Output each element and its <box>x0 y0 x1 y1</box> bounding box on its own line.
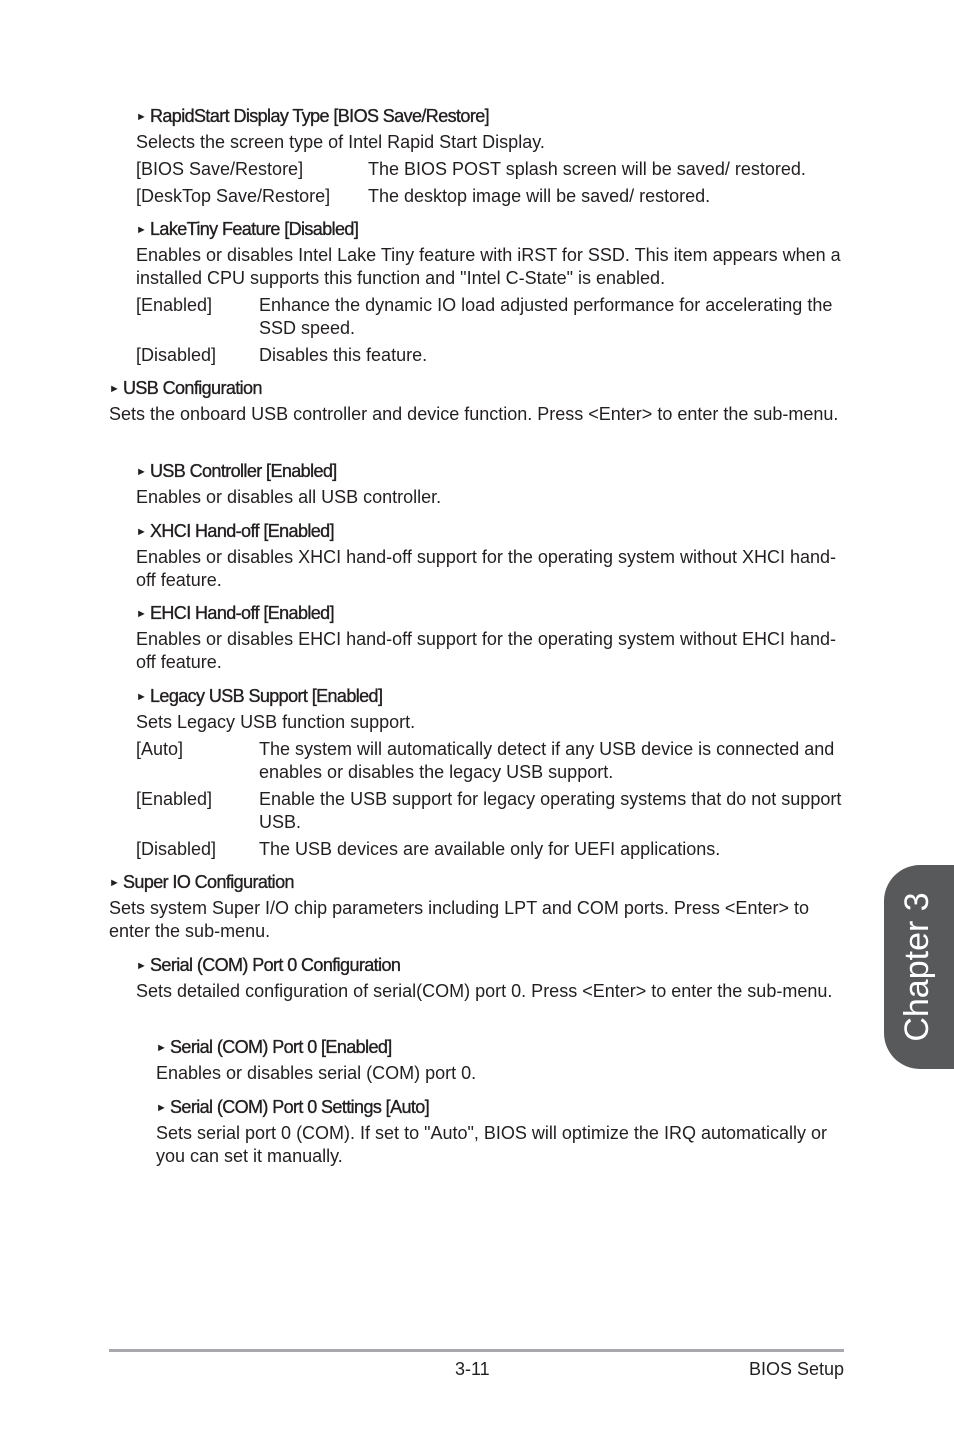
section-heading: ► USB Configuration <box>109 377 844 400</box>
section-description: Sets Legacy USB function support. <box>136 712 416 732</box>
section-xhci-hand-off <box>136 520 844 592</box>
option-row <box>136 738 844 784</box>
section-rapidstart-display-type <box>136 105 844 208</box>
section-description: Enables or disables Intel Lake Tiny feature with iRST for SSD. This item appears when a installed CPU supports this function and "Intel C-State" is enabled. <box>136 245 841 288</box>
triangle-bullet-icon: ► <box>109 877 120 889</box>
section-description: Sets serial port 0 (COM). If set to "Auto", BIOS will optimize the IRQ automatically or you can set it manually. <box>156 1123 828 1166</box>
option-value: Disables this feature. <box>259 345 428 365</box>
section-heading: ► Serial (COM) Port 0 Configuration <box>136 954 844 977</box>
triangle-bullet-icon: ► <box>136 691 147 703</box>
option-key: [Enabled] <box>136 295 213 315</box>
option-key: [DeskTop Save/Restore] <box>136 186 331 206</box>
option-key: [Disabled] <box>136 839 217 859</box>
section-description: Sets detailed configuration of serial(COM) port 0. Press <Enter> to enter the sub-menu. <box>136 981 833 1001</box>
section-description: Enables or disables XHCI hand-off support for the operating system without XHCI hand-off feature. <box>136 547 837 590</box>
option-row <box>136 158 844 181</box>
section-heading: ► Legacy USB Support [Enabled] <box>136 685 844 708</box>
option-value: The BIOS POST splash screen will be saved/ restored. <box>368 159 806 179</box>
section-serial-port-0-settings <box>156 1096 844 1168</box>
option-row <box>136 838 844 861</box>
option-key: [Enabled] <box>136 789 213 809</box>
triangle-bullet-icon: ► <box>136 224 147 236</box>
section-usb-configuration <box>109 377 844 426</box>
option-value: Enhance the dynamic IO load adjusted performance for accelerating the SSD speed. <box>259 295 833 338</box>
option-row <box>136 185 844 208</box>
section-super-io-configuration <box>109 871 844 943</box>
section-heading: ► Serial (COM) Port 0 [Enabled] <box>156 1036 844 1059</box>
section-serial-port-0-enabled <box>156 1036 844 1085</box>
section-description: Enables or disables all USB controller. <box>136 487 442 507</box>
section-heading: ► RapidStart Display Type [BIOS Save/Restore] <box>136 105 844 128</box>
chapter-tab-label: Chapter 3 <box>898 892 936 1042</box>
section-description: Selects the screen type of Intel Rapid Start Display. <box>136 132 545 152</box>
section-description: Sets the onboard USB controller and device function. Press <Enter> to enter the sub-menu. <box>109 404 839 424</box>
triangle-bullet-icon: ► <box>136 111 147 123</box>
option-value: Enable the USB support for legacy operating systems that do not support USB. <box>259 789 842 832</box>
section-description: Sets system Super I/O chip parameters including LPT and COM ports. Press <Enter> to enter the sub-menu. <box>109 898 809 941</box>
section-heading: ► Serial (COM) Port 0 Settings [Auto] <box>156 1096 844 1119</box>
section-serial-port-0-configuration <box>136 954 844 1003</box>
section-laketiny-feature <box>136 218 844 367</box>
section-heading: ► LakeTiny Feature [Disabled] <box>136 218 844 241</box>
section-ehci-hand-off <box>136 602 844 674</box>
section-description: Enables or disables EHCI hand-off support for the operating system without EHCI hand-off feature. <box>136 629 837 672</box>
triangle-bullet-icon: ► <box>109 383 120 395</box>
option-value: The desktop image will be saved/ restored. <box>368 186 711 206</box>
section-heading: ► USB Controller [Enabled] <box>136 460 844 483</box>
option-key: [Disabled] <box>136 345 217 365</box>
section-legacy-usb-support <box>136 685 844 861</box>
section-heading: ► EHCI Hand-off [Enabled] <box>136 602 844 625</box>
section-heading: ► Super IO Configuration <box>109 871 844 894</box>
option-row <box>136 294 844 340</box>
triangle-bullet-icon: ► <box>136 466 147 478</box>
triangle-bullet-icon: ► <box>156 1042 167 1054</box>
section-usb-controller <box>136 460 844 509</box>
option-row <box>136 344 844 367</box>
section-heading: ► XHCI Hand-off [Enabled] <box>136 520 844 543</box>
option-value: The USB devices are available only for UEFI applications. <box>259 839 721 859</box>
option-key: [Auto] <box>136 739 184 759</box>
page-number: 3-11 <box>455 1359 490 1379</box>
option-value: The system will automatically detect if any USB device is connected and enables or disables the legacy USB support. <box>259 739 835 782</box>
footer-divider <box>109 1349 844 1352</box>
triangle-bullet-icon: ► <box>156 1102 167 1114</box>
triangle-bullet-icon: ► <box>136 526 147 538</box>
footer-section-title: BIOS Setup <box>748 1359 844 1379</box>
triangle-bullet-icon: ► <box>136 608 147 620</box>
option-row <box>136 788 844 834</box>
option-key: [BIOS Save/Restore] <box>136 159 304 179</box>
section-description: Enables or disables serial (COM) port 0. <box>156 1063 477 1083</box>
triangle-bullet-icon: ► <box>136 960 147 972</box>
